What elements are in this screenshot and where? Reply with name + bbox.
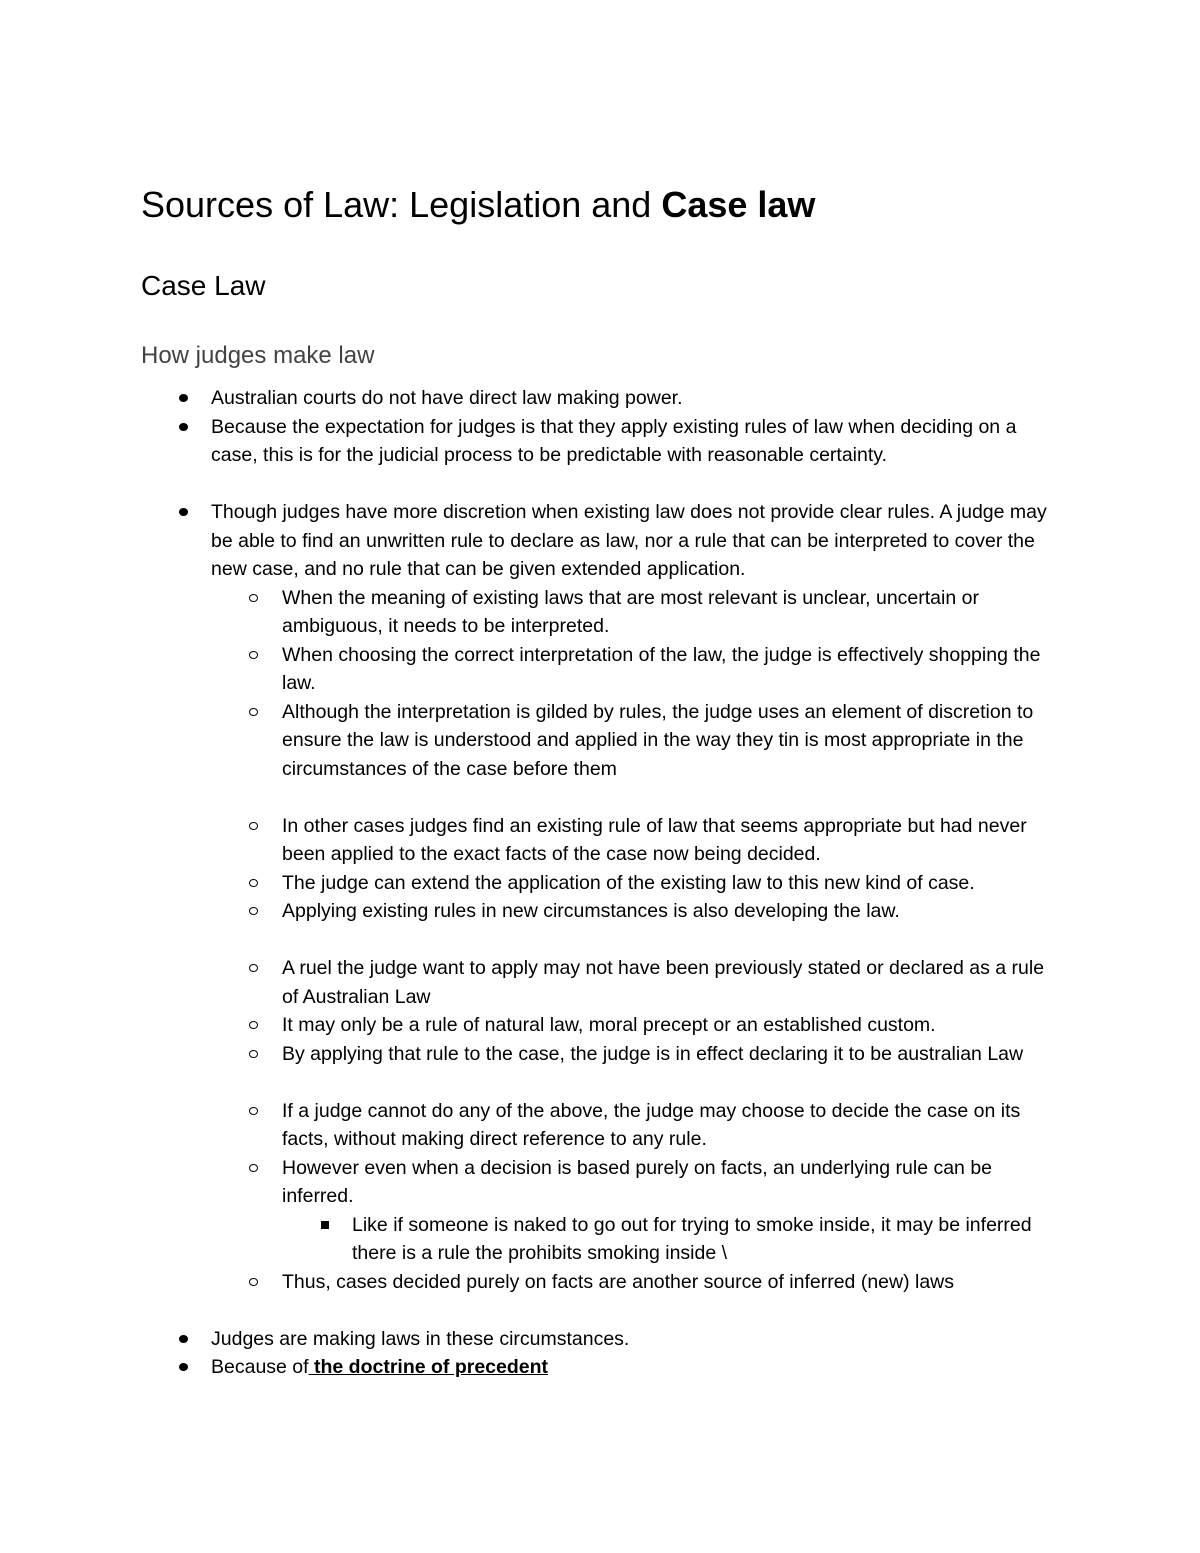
list-item: Australian courts do not have direct law making power. (141, 384, 1061, 413)
list-item: Though judges have more discretion when existing law does not provide clear rules. A judge may be able to find an unwritten rule to declare as law, nor a rule that can be interpreted to cover the new case, and no rule that can be given extended application. (141, 498, 1061, 584)
list-item: In other cases judges find an existing rule of law that seems appropriate but had never been applied to the exact facts of the case now being decided. (141, 812, 1061, 869)
blank-line (141, 926, 1061, 955)
list-item: A ruel the judge want to apply may not have been previously stated or declared as a rule of Australian Law (141, 954, 1061, 1011)
heading-how-judges-make-law: How judges make law (141, 342, 375, 369)
list-item: When choosing the correct interpretation of the law, the judge is effectively shopping the law. (141, 641, 1061, 698)
blank-line (141, 1068, 1061, 1097)
list-item: It may only be a rule of natural law, moral precept or an established custom. (141, 1011, 1061, 1040)
title-plain: Sources of Law: Legislation and (141, 184, 662, 225)
list-item: Thus, cases decided purely on facts are another source of inferred (new) laws (141, 1268, 1061, 1297)
list-item: By applying that rule to the case, the judge is in effect declaring it to be australian Law (141, 1040, 1061, 1069)
list-item: Applying existing rules in new circumstances is also developing the law. (141, 897, 1061, 926)
blank-line (141, 470, 1061, 499)
doctrine-of-precedent-link[interactable]: the doctrine of precedent (308, 1356, 549, 1378)
bullet-list (141, 384, 1061, 1382)
list-item: Judges are making laws in these circumstances. (141, 1325, 1061, 1354)
blank-line (141, 1296, 1061, 1325)
blank-line (141, 783, 1061, 812)
heading-case-law: Case Law (141, 270, 266, 301)
document-title (141, 183, 815, 227)
list-item: When the meaning of existing laws that are most relevant is unclear, uncertain or ambiguous, it needs to be interpreted. (141, 584, 1061, 641)
list-item: Because of the doctrine of precedent (141, 1353, 1061, 1382)
title-bold: Case law (661, 184, 816, 225)
list-item: The judge can extend the application of the existing law to this new kind of case. (141, 869, 1061, 898)
list-item: Like if someone is naked to go out for trying to smoke inside, it may be inferred there is a rule the prohibits smoking inside \ (141, 1211, 1061, 1268)
list-item: Although the interpretation is gilded by rules, the judge uses an element of discretion to ensure the law is understood and applied in the way they tin is most appropriate in the circumstances of the case before them (141, 698, 1061, 784)
list-item: Because the expectation for judges is that they apply existing rules of law when deciding on a case, this is for the judicial process to be predictable with reasonable certainty. (141, 413, 1061, 470)
list-item: However even when a decision is based purely on facts, an underlying rule can be inferred. (141, 1154, 1061, 1211)
list-item: If a judge cannot do any of the above, the judge may choose to decide the case on its facts, without making direct reference to any rule. (141, 1097, 1061, 1154)
